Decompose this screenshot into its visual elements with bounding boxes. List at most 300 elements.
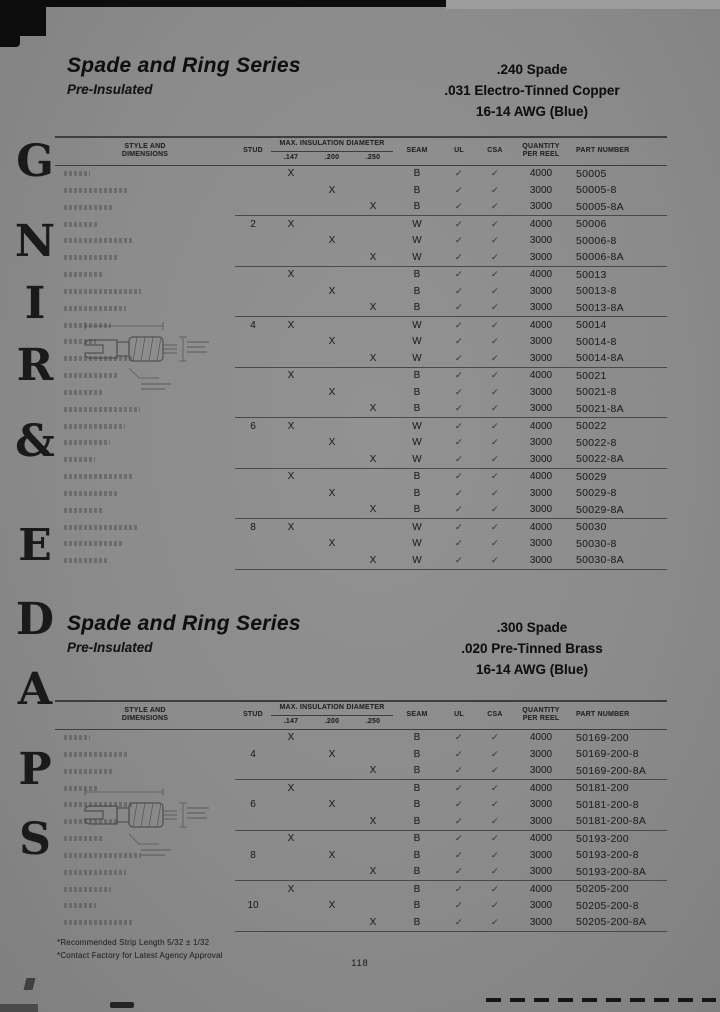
style-dimensions-cell [55,266,235,283]
ul-listed-cell [441,536,477,553]
quantity-per-reel-cell: 3000 [513,864,569,881]
check-icon: ✓ [490,218,500,229]
ul-listed-cell [441,350,477,367]
check-icon: ✓ [454,487,464,498]
col-header-label: QUANTITY PER REEL [522,706,560,723]
quantity-per-reel-cell: 3000 [529,849,553,861]
section-subtitle: Pre-Insulated [67,82,153,97]
style-dimensions-cell [55,451,235,468]
ins-dia-200-cell [311,780,353,797]
table-row [55,763,667,780]
part-number-cell: 50013 [576,268,607,281]
quantity-per-reel-cell: 4000 [529,420,553,432]
check-icon: ✓ [490,420,500,431]
check-icon: ✓ [490,849,500,860]
col-header-label: STUD [243,710,263,718]
style-dimensions-cell [55,729,235,746]
csa-certified-cell [477,350,513,367]
ins-dia-200-cell: X [328,437,336,449]
ins-dia-147-cell [271,401,311,418]
ins-dia-147-cell: X [287,319,295,331]
style-dimensions-cell [55,763,235,780]
ins-dia-200-cell [311,729,353,746]
table-row [55,746,667,763]
ul-listed-cell [441,485,477,502]
ins-dia-250-cell [353,283,393,300]
ins-dia-250-cell [353,216,393,233]
stud-cell [235,367,271,384]
seam-cell: W [412,319,422,331]
ul-listed-cell [441,830,477,847]
csa-certified-cell [477,435,513,452]
col-header-part-number [569,701,667,729]
part-number-cell: 50021 [576,369,607,382]
ins-dia-147-cell [271,249,311,266]
stud-cell: 6 [250,420,256,432]
ul-listed-cell [441,165,477,182]
ins-dia-147-cell [271,485,311,502]
illegible-description-text [64,752,127,757]
illegible-description-text [64,440,110,445]
seam-cell: W [412,218,422,230]
check-icon: ✓ [454,504,464,515]
check-icon: ✓ [490,799,500,810]
table-row [55,502,667,519]
col-header-dia-250 [353,151,393,165]
csa-certified-cell [477,451,513,468]
style-dimensions-cell [55,216,235,233]
style-dimensions-cell [55,468,235,485]
ins-dia-200-cell: X [328,487,336,499]
part-number-cell: 50021-8 [576,386,617,399]
check-icon: ✓ [490,285,500,296]
ul-listed-cell [441,519,477,536]
ins-dia-250-cell: X [353,763,393,780]
quantity-per-reel-cell: 4000 [529,319,553,331]
page-number: 118 [351,958,369,968]
scan-artifact [486,998,716,1002]
catalog-section-240-spade [55,54,667,579]
csa-certified-cell [477,468,513,485]
seam-cell: B [413,748,421,760]
ul-listed-cell [441,384,477,401]
ins-dia-200-cell [311,249,353,266]
section-title: Spade and Ring Series [67,612,301,635]
quantity-per-reel-cell: 3000 [513,350,569,367]
illegible-description-text [64,238,134,243]
check-icon: ✓ [490,184,500,195]
col-header-csa [477,701,513,729]
csa-certified-cell [477,763,513,780]
check-icon: ✓ [454,370,464,381]
ins-dia-200-cell [311,864,353,881]
ins-dia-250-cell: X [353,350,393,367]
table-row [55,165,667,182]
ins-dia-250-cell: X [353,199,393,216]
ins-dia-200-cell: X [328,538,336,550]
ins-dia-147-cell [271,552,311,569]
illegible-description-text [64,525,139,530]
part-number-cell: 50029 [576,470,607,483]
ins-dia-147-cell [271,898,311,915]
ins-dia-250-cell [353,182,393,199]
csa-certified-cell [477,536,513,553]
scan-artifact [0,1004,38,1012]
check-icon: ✓ [454,554,464,565]
csa-certified-cell [477,813,513,830]
quantity-per-reel-cell: 4000 [529,833,553,845]
ul-listed-cell [441,300,477,317]
check-icon: ✓ [490,168,500,179]
ins-dia-200-cell [311,401,353,418]
style-dimensions-cell [55,283,235,300]
col-header-label: .200 [324,717,340,725]
table-row [55,182,667,199]
style-dimensions-cell [55,519,235,536]
stud-cell: 4 [250,319,256,331]
ul-listed-cell [441,746,477,763]
csa-certified-cell [477,249,513,266]
quantity-per-reel-cell: 3000 [529,538,553,550]
scan-artifact [0,36,20,47]
check-icon: ✓ [490,782,500,793]
part-number-cell: 50005-8A [569,199,667,216]
check-icon: ✓ [454,285,464,296]
illegible-description-text [64,887,111,892]
part-number-cell: 50030-8A [569,552,667,569]
seam-cell: W [393,552,441,569]
ul-listed-cell [441,729,477,746]
ins-dia-147-cell [271,384,311,401]
ins-dia-200-cell: X [328,386,336,398]
scan-artifact [24,978,36,990]
check-icon: ✓ [454,866,464,877]
quantity-per-reel-cell: 4000 [529,269,553,281]
stud-cell [235,249,271,266]
check-icon: ✓ [490,504,500,515]
section-subtitle: Pre-Insulated [67,640,153,655]
ins-dia-250-cell: X [353,249,393,266]
ins-dia-200-cell [311,552,353,569]
check-icon: ✓ [454,336,464,347]
illegible-description-text [64,306,126,311]
spec-line: .240 Spade [496,62,568,77]
ins-dia-147-cell: X [287,883,295,895]
terminal-diagram [75,314,225,403]
illegible-description-text [64,457,95,462]
ins-dia-200-cell [311,266,353,283]
seam-cell: W [412,336,422,348]
ins-dia-200-cell [311,300,353,317]
ins-dia-250-cell [353,780,393,797]
stud-cell [235,350,271,367]
check-icon: ✓ [490,319,500,330]
csa-certified-cell [477,881,513,898]
seam-cell: B [393,914,441,931]
ins-dia-200-cell [311,317,353,334]
quantity-per-reel-cell: 3000 [529,487,553,499]
quantity-per-reel-cell: 4000 [529,883,553,895]
quantity-per-reel-cell: 3000 [529,799,553,811]
table-row [55,485,667,502]
table-row [55,401,667,418]
check-icon: ✓ [490,554,500,565]
check-icon: ✓ [490,251,500,262]
stud-cell [235,468,271,485]
seam-cell: B [393,864,441,881]
check-icon: ✓ [454,302,464,313]
part-number-cell: 50005-8 [576,184,617,197]
col-header-label: .250 [365,153,381,161]
spine-letter: & [15,416,55,467]
col-header-max-insulation-diameter [271,137,393,151]
stud-cell [235,165,271,182]
check-icon: ✓ [454,269,464,280]
check-icon: ✓ [490,370,500,381]
part-number-cell: 50205-200 [576,883,629,896]
table-row [55,216,667,233]
ins-dia-250-cell [353,367,393,384]
check-icon: ✓ [454,386,464,397]
ins-dia-250-cell [353,797,393,814]
check-icon: ✓ [490,302,500,313]
ins-dia-250-cell [353,334,393,351]
part-number-cell: 50013-8A [569,300,667,317]
csa-certified-cell [477,300,513,317]
ins-dia-250-cell [353,729,393,746]
stud-cell [235,729,271,746]
part-number-cell: 50029-8 [576,487,617,500]
check-icon: ✓ [490,437,500,448]
terminal-drawing [75,314,225,398]
ins-dia-147-cell [271,233,311,250]
ins-dia-147-cell [271,914,311,931]
stud-cell [235,435,271,452]
part-number-cell: 50006 [576,218,607,231]
seam-cell: B [413,386,421,398]
table-row [55,283,667,300]
table-row [55,418,667,435]
ins-dia-200-cell: X [328,900,336,912]
csa-certified-cell [477,502,513,519]
ins-dia-250-cell: X [353,502,393,519]
check-icon: ✓ [490,471,500,482]
ul-listed-cell [441,199,477,216]
check-icon: ✓ [490,487,500,498]
ul-listed-cell [441,763,477,780]
style-dimensions-cell [55,165,235,182]
stud-cell [235,502,271,519]
check-icon: ✓ [454,916,464,927]
illegible-description-text [64,903,96,908]
illegible-description-text [64,541,124,546]
col-header-dia-250 [353,715,393,729]
quantity-per-reel-cell: 3000 [529,386,553,398]
col-header-stud [235,701,271,729]
ins-dia-200-cell [311,914,353,931]
seam-cell: B [413,782,421,794]
ins-dia-147-cell: X [287,269,295,281]
col-header-style [55,701,235,729]
ins-dia-250-cell [353,881,393,898]
part-number-cell: 50014-8 [576,335,617,348]
check-icon: ✓ [490,352,500,363]
seam-cell: B [413,799,421,811]
col-header-label: UL [454,146,464,154]
check-icon: ✓ [490,201,500,212]
part-number-cell: 50022-8A [569,451,667,468]
check-icon: ✓ [454,521,464,532]
ins-dia-147-cell [271,350,311,367]
seam-cell: B [413,168,421,180]
quantity-per-reel-cell: 4000 [529,471,553,483]
catalog-section-300-spade [55,612,667,947]
check-icon: ✓ [490,538,500,549]
stud-cell [235,451,271,468]
footnote: *Contact Factory for Latest Agency Approval [57,950,223,960]
col-header-label: .250 [365,717,381,725]
table-row [55,435,667,452]
seam-cell: B [413,900,421,912]
part-number-cell: 50006-8 [576,234,617,247]
illegible-description-text [64,870,126,875]
seam-cell: W [412,235,422,247]
ins-dia-147-cell: X [287,782,295,794]
check-icon: ✓ [454,799,464,810]
table-header [55,137,667,165]
stud-cell [235,914,271,931]
col-header-label: PART NUMBER [576,710,630,718]
csa-certified-cell [477,182,513,199]
ins-dia-200-cell: X [328,748,336,760]
col-header-label: QUANTITY PER REEL [522,142,560,159]
terminal-diagram [75,780,225,869]
illegible-description-text [64,188,127,193]
ins-dia-250-cell: X [353,401,393,418]
illegible-description-text [64,735,90,740]
ins-dia-250-cell [353,468,393,485]
check-icon: ✓ [490,403,500,414]
table-row [55,451,667,468]
col-header-seam [393,137,441,165]
ins-dia-147-cell [271,797,311,814]
illegible-description-text [64,558,109,563]
part-number-cell: 50169-200-8 [576,748,639,761]
table-row [55,552,667,569]
csa-certified-cell [477,729,513,746]
check-icon: ✓ [454,184,464,195]
scan-artifact [28,0,446,7]
part-number-cell: 50013-8 [576,285,617,298]
style-dimensions-cell [55,485,235,502]
table-row [55,199,667,216]
quantity-per-reel-cell: 3000 [513,300,569,317]
ul-listed-cell [441,797,477,814]
scan-artifact [110,1002,134,1008]
csa-certified-cell [477,317,513,334]
table-row [55,468,667,485]
check-icon: ✓ [454,748,464,759]
illegible-description-text [64,205,112,210]
ins-dia-200-cell [311,451,353,468]
stud-cell [235,763,271,780]
seam-cell: B [413,269,421,281]
ins-dia-200-cell [311,468,353,485]
check-icon: ✓ [490,453,500,464]
check-icon: ✓ [490,336,500,347]
ins-dia-147-cell [271,847,311,864]
csa-certified-cell [477,864,513,881]
part-number-cell: 50021-8A [569,401,667,418]
quantity-per-reel-cell: 3000 [529,336,553,348]
col-header-label: MAX. INSULATION DIAMETER [279,140,385,147]
quantity-per-reel-cell: 4000 [529,168,553,180]
style-dimensions-cell [55,418,235,435]
ins-dia-250-cell [353,536,393,553]
ul-listed-cell [441,283,477,300]
ins-dia-200-cell [311,367,353,384]
spine-letter: D [15,594,55,645]
ul-listed-cell [441,367,477,384]
csa-certified-cell [477,898,513,915]
ul-listed-cell [441,317,477,334]
seam-cell: B [393,401,441,418]
stud-cell: 4 [250,748,256,760]
ins-dia-147-cell: X [287,420,295,432]
illegible-description-text [64,407,140,412]
quantity-per-reel-cell: 3000 [513,502,569,519]
ul-listed-cell [441,334,477,351]
quantity-per-reel-cell: 3000 [513,249,569,266]
check-icon: ✓ [490,269,500,280]
col-header-label: SEAM [406,710,428,718]
illegible-description-text [64,491,117,496]
style-dimensions-cell [55,914,235,931]
illegible-description-text [64,424,125,429]
spec-line: 16-14 AWG (Blue) [475,661,589,677]
ins-dia-200-cell [311,418,353,435]
col-header-label: .147 [283,717,299,725]
seam-cell: W [393,451,441,468]
ins-dia-200-cell [311,165,353,182]
ins-dia-250-cell: X [353,451,393,468]
ins-dia-200-cell [311,216,353,233]
seam-cell: W [393,249,441,266]
style-dimensions-cell [55,552,235,569]
col-header-label: STYLE AND DIMENSIONS [121,142,169,159]
check-icon: ✓ [454,453,464,464]
stud-cell [235,401,271,418]
csa-certified-cell [477,283,513,300]
seam-cell: B [413,487,421,499]
seam-cell: B [393,813,441,830]
seam-cell: B [413,732,421,744]
stud-cell: 6 [250,799,256,811]
ins-dia-147-cell: X [287,370,295,382]
spine-letter: R [16,340,54,391]
ins-dia-250-cell [353,233,393,250]
part-number-cell: 50030-8 [576,537,617,550]
check-icon: ✓ [454,538,464,549]
section-specs [407,618,657,681]
csa-certified-cell [477,552,513,569]
seam-cell: B [393,763,441,780]
ul-listed-cell [441,401,477,418]
part-number-cell: 50181-200-8 [576,798,639,811]
ul-listed-cell [441,881,477,898]
ul-listed-cell [441,847,477,864]
col-header-dia-147 [271,151,311,165]
